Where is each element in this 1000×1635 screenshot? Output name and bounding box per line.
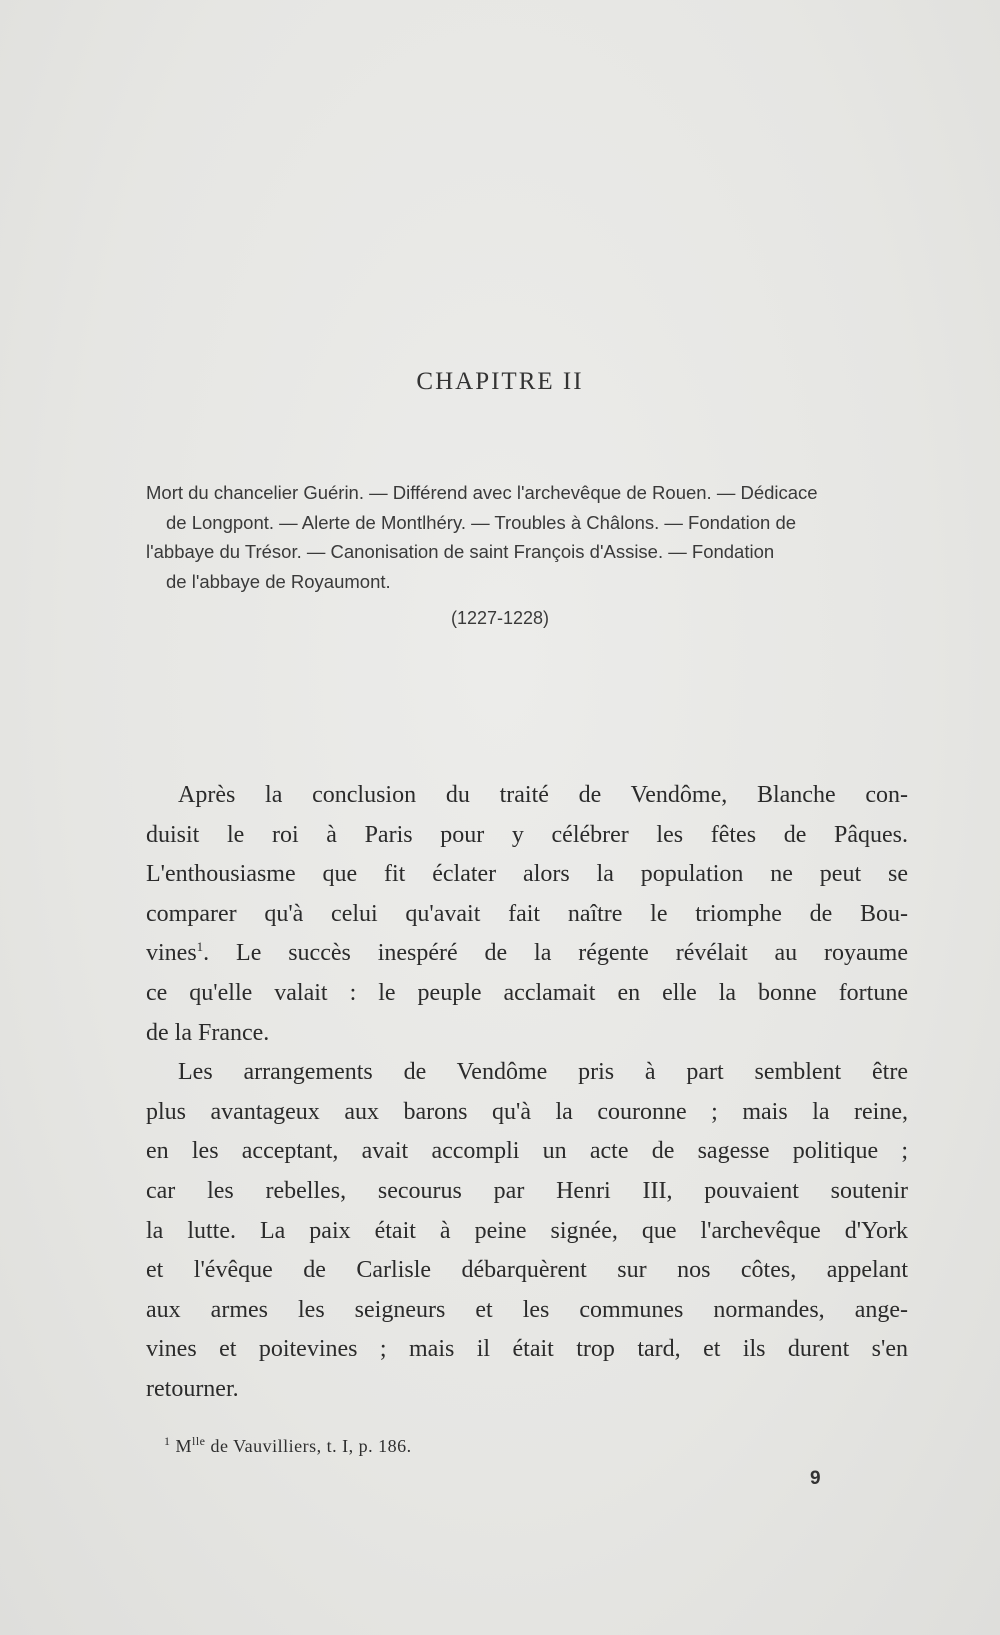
summary-line: de l'abbaye de Royaumont.	[166, 570, 391, 592]
paragraph-1	[146, 776, 908, 1053]
chapter-dates: (1227-1228)	[450, 608, 550, 628]
summary-line: de Longpont. — Alerte de Montlhéry. — Troubles à Châlons. — Fondation de	[166, 511, 797, 533]
footnote-title-sup: lle	[192, 1434, 206, 1448]
text-line: la lutte. La paix était à peine signée, que l'archevêque d'York	[146, 1217, 908, 1244]
text-line: Après la conclusion du traité de Vendôme, Blanche con-	[178, 782, 908, 808]
text-line: et l'évêque de Carlisle débarquèrent sur nos côtes, appelant	[146, 1257, 908, 1284]
text-line-with-footnote	[146, 934, 908, 974]
text-line: vines et poitevines ; mais il était trop tard, et ils durent s'en	[146, 1336, 908, 1363]
footnote-marker: 1	[164, 1434, 171, 1448]
summary-line: Mort du chancelier Guérin. — Différend avec l'archevêque de Rouen. — Dédicace	[146, 482, 818, 503]
text-line: comparer qu'à celui qu'avait fait naître le triomphe de Bou-	[146, 900, 908, 927]
footnote-text: de Vauvilliers, t. I, p. 186.	[205, 1436, 412, 1456]
page-number: 9	[810, 1468, 821, 1489]
text-line: en les acceptant, avait accompli un acte de sagesse politique ;	[146, 1138, 908, 1165]
footnote-title	[176, 1436, 206, 1456]
text-line: duisit le roi à Paris pour y célébrer les fêtes de Pâques.	[146, 821, 908, 848]
text-line: car les rebelles, secourus par Henri III, pouvaient soutenir	[146, 1177, 908, 1204]
footnote	[164, 1436, 412, 1457]
text-line: Les arrangements de Vendôme pris à part semblent être	[178, 1059, 908, 1086]
text-fragment: . Le succès inespéré de la régente révélait au royaume	[203, 940, 908, 967]
footnote-reference: 1	[196, 939, 204, 955]
summary-line: l'abbaye du Trésor. — Canonisation de saint François d'Assise. — Fondation	[146, 541, 775, 562]
chapter-title: CHAPITRE II	[416, 368, 584, 395]
text-line: retourner.	[146, 1375, 239, 1402]
text-line: L'enthousiasme que fit éclater alors la population ne peut se	[146, 861, 908, 888]
paragraph-2	[146, 1053, 908, 1409]
text-fragment: vines	[146, 940, 197, 967]
body-text	[146, 776, 908, 1410]
text-line: aux armes les seigneurs et les communes normandes, ange-	[146, 1296, 908, 1323]
text-line: plus avantageux aux barons qu'à la couronne ; mais la reine,	[146, 1098, 908, 1125]
footnote-title-prefix: M	[175, 1436, 193, 1456]
chapter-summary	[146, 478, 906, 596]
text-line: de la France.	[146, 1019, 270, 1046]
text-line: ce qu'elle valait : le peuple acclamait en elle la bonne fortune	[146, 979, 908, 1006]
